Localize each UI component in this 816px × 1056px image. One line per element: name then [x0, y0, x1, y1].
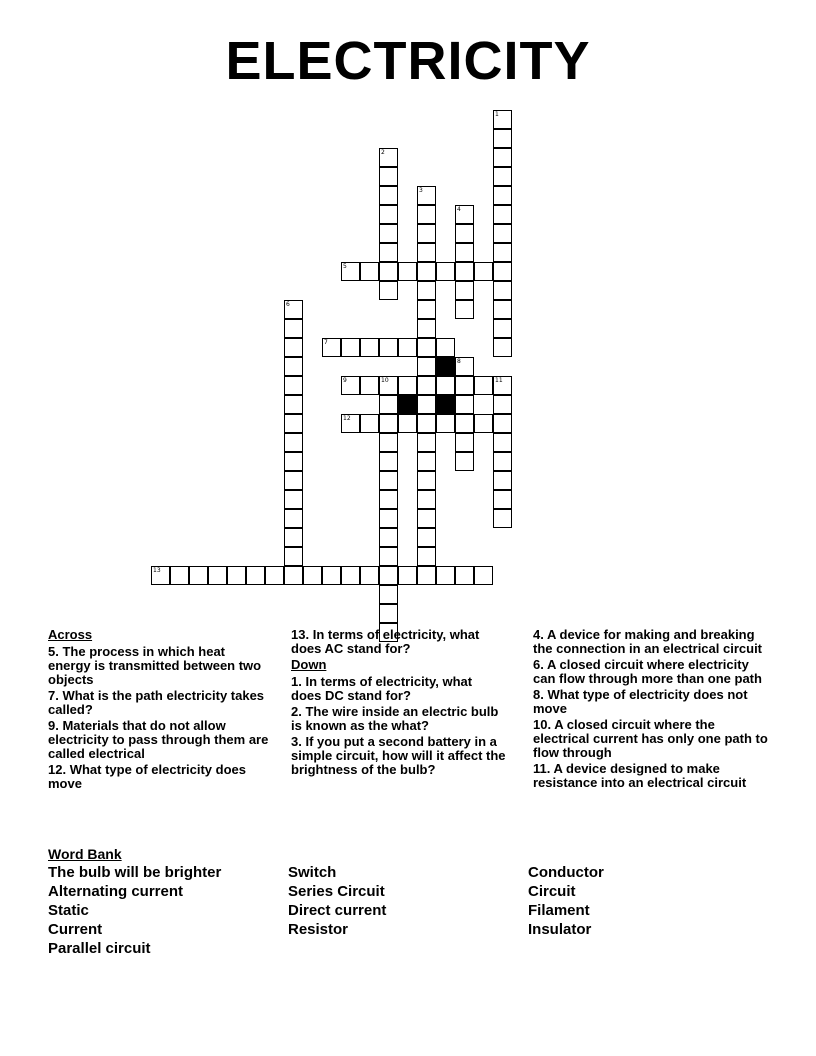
crossword-cell[interactable] [284, 528, 303, 547]
clue-down-2: 2. The wire inside an electric bulb is known as the what? [291, 704, 499, 733]
crossword-cell[interactable] [284, 509, 303, 528]
crossword-cell[interactable] [455, 262, 474, 281]
clue-down-3: 3. If you put a second battery in a simple circuit, how will it affect the brightness of the bulb? [291, 734, 506, 777]
crossword-cell[interactable] [455, 243, 474, 262]
clues-column-2 [291, 628, 506, 779]
crossword-cell[interactable] [379, 585, 398, 604]
crossword-cell[interactable] [455, 395, 474, 414]
crossword-cell[interactable] [417, 490, 436, 509]
word-bank-column-1 [48, 863, 221, 958]
crossword-cell[interactable] [493, 110, 512, 129]
crossword-cell[interactable] [493, 395, 512, 414]
clue-number: 2 [381, 149, 385, 156]
crossword-cell[interactable] [493, 433, 512, 452]
crossword-cell[interactable] [284, 357, 303, 376]
crossword-cell[interactable] [417, 528, 436, 547]
crossword-cell[interactable] [493, 414, 512, 433]
crossword-cell[interactable] [284, 490, 303, 509]
clue-number: 4 [457, 206, 461, 213]
crossword-cell[interactable] [151, 566, 170, 585]
clue-number: 6 [286, 301, 290, 308]
crossword-cell[interactable] [341, 376, 360, 395]
clue-number: 5 [343, 263, 347, 270]
crossword-cell[interactable] [436, 262, 455, 281]
crossword-cell[interactable] [417, 319, 436, 338]
crossword-cell[interactable] [398, 414, 417, 433]
word-bank-column-3 [528, 863, 604, 939]
crossword-cell[interactable] [436, 414, 455, 433]
crossword-cell[interactable] [341, 338, 360, 357]
crossword-cell[interactable] [417, 395, 436, 414]
crossword-cell[interactable] [379, 528, 398, 547]
crossword-cell[interactable] [379, 167, 398, 186]
crossword-cell[interactable] [493, 148, 512, 167]
clue-across-12: 12. What type of electricity does move [48, 762, 246, 791]
clue-down-11: 11. A device designed to make resistance into an electrical circuit [533, 761, 747, 790]
crossword-cell[interactable] [379, 205, 398, 224]
blocked-cell [436, 357, 455, 376]
crossword-cell[interactable] [417, 452, 436, 471]
crossword-cell[interactable] [493, 338, 512, 357]
clues-column-3 [533, 628, 773, 792]
crossword-cell[interactable] [474, 414, 493, 433]
crossword-cell[interactable] [379, 604, 398, 623]
word-bank-item: Conductor [528, 864, 604, 881]
crossword-cell[interactable] [284, 395, 303, 414]
crossword-cell[interactable] [379, 376, 398, 395]
crossword-cell[interactable] [379, 338, 398, 357]
crossword-cell[interactable] [284, 433, 303, 452]
clue-down-4: 4. A device for making and breaking the connection in an electrical circuit [533, 627, 763, 656]
crossword-cell[interactable] [455, 376, 474, 395]
crossword-cell[interactable] [474, 566, 493, 585]
clue-number: 12 [343, 415, 351, 422]
crossword-cell[interactable] [417, 186, 436, 205]
crossword-cell[interactable] [379, 490, 398, 509]
crossword-cell[interactable] [322, 566, 341, 585]
crossword-cell[interactable] [379, 452, 398, 471]
crossword-cell[interactable] [493, 319, 512, 338]
crossword-cell[interactable] [227, 566, 246, 585]
crossword-cell[interactable] [189, 566, 208, 585]
crossword-cell[interactable] [303, 566, 322, 585]
crossword-cell[interactable] [284, 319, 303, 338]
down-heading: Down [291, 657, 327, 672]
crossword-cell[interactable] [398, 566, 417, 585]
clue-number: 7 [324, 339, 328, 346]
word-bank-heading: Word Bank [48, 846, 122, 862]
clue-number: 11 [495, 377, 503, 384]
blocked-cell [398, 395, 417, 414]
crossword-cell[interactable] [493, 490, 512, 509]
clue-across-5: 5. The process in which heat energy is transmitted between two objects [48, 644, 262, 687]
clue-number: 1 [495, 111, 499, 118]
crossword-cell[interactable] [493, 471, 512, 490]
crossword-cell[interactable] [284, 300, 303, 319]
clue-down-8: 8. What type of electricity does not move [533, 687, 748, 716]
crossword-cell[interactable] [436, 338, 455, 357]
crossword-cell[interactable] [455, 414, 474, 433]
crossword-cell[interactable] [379, 186, 398, 205]
crossword-cell[interactable] [379, 224, 398, 243]
crossword-cell[interactable] [455, 224, 474, 243]
word-bank-item: Resistor [288, 921, 349, 938]
word-bank-item: Switch [288, 864, 337, 881]
crossword-cell[interactable] [417, 376, 436, 395]
crossword-cell[interactable] [455, 300, 474, 319]
crossword-cell[interactable] [341, 262, 360, 281]
word-bank-item: Filament [528, 902, 590, 919]
crossword-cell[interactable] [379, 148, 398, 167]
word-bank-column-2 [288, 863, 386, 939]
clue-down-6: 6. A closed circuit where electricity can flow through more than one path [533, 657, 762, 686]
crossword-cell[interactable] [493, 262, 512, 281]
crossword-cell[interactable] [379, 547, 398, 566]
crossword-cell[interactable] [398, 262, 417, 281]
crossword-cell[interactable] [474, 262, 493, 281]
clue-number: 9 [343, 377, 347, 384]
word-bank-item: Parallel circuit [48, 940, 151, 957]
crossword-cell[interactable] [284, 452, 303, 471]
crossword-cell[interactable] [322, 338, 341, 357]
word-bank-item: Direct current [288, 902, 387, 919]
crossword-cell[interactable] [379, 262, 398, 281]
crossword-cell[interactable] [455, 205, 474, 224]
crossword-cell[interactable] [493, 167, 512, 186]
crossword-cell[interactable] [360, 376, 379, 395]
crossword-cell[interactable] [436, 376, 455, 395]
crossword-cell[interactable] [436, 566, 455, 585]
crossword-cell[interactable] [417, 224, 436, 243]
blocked-cell [436, 395, 455, 414]
crossword-cell[interactable] [455, 281, 474, 300]
crossword-cell[interactable] [417, 433, 436, 452]
crossword-cell[interactable] [379, 243, 398, 262]
crossword-cell[interactable] [493, 281, 512, 300]
crossword-cell[interactable] [360, 262, 379, 281]
crossword-cell[interactable] [265, 566, 284, 585]
crossword-cell[interactable] [379, 566, 398, 585]
clue-across-7: 7. What is the path electricity takes called? [48, 688, 265, 717]
crossword-cell[interactable] [417, 338, 436, 357]
crossword-cell[interactable] [208, 566, 227, 585]
clue-number: 8 [457, 358, 461, 365]
crossword-cell[interactable] [284, 547, 303, 566]
crossword-cell[interactable] [417, 471, 436, 490]
word-bank-item: The bulb will be brighter [48, 864, 222, 881]
crossword-cell[interactable] [455, 357, 474, 376]
clue-number: 3 [419, 187, 423, 194]
page-title: ELECTRICITY [225, 31, 591, 91]
crossword-cell[interactable] [493, 509, 512, 528]
crossword-cell[interactable] [360, 414, 379, 433]
crossword-cell[interactable] [455, 566, 474, 585]
crossword-cell[interactable] [398, 338, 417, 357]
crossword-cell[interactable] [417, 300, 436, 319]
crossword-cell[interactable] [417, 262, 436, 281]
crossword-cell[interactable] [455, 452, 474, 471]
crossword-cell[interactable] [417, 281, 436, 300]
crossword-cell[interactable] [379, 471, 398, 490]
crossword-cell[interactable] [417, 566, 436, 585]
crossword-cell[interactable] [360, 338, 379, 357]
clue-across-9: 9. Materials that do not allow electricity to pass through them are called electrical [48, 718, 269, 761]
crossword-cell[interactable] [379, 395, 398, 414]
word-bank-item: Alternating current [48, 883, 184, 900]
crossword-cell[interactable] [417, 414, 436, 433]
crossword-cell[interactable] [341, 414, 360, 433]
crossword-cell[interactable] [493, 243, 512, 262]
crossword-cell[interactable] [379, 414, 398, 433]
crossword-cell[interactable] [417, 509, 436, 528]
crossword-cell[interactable] [493, 376, 512, 395]
crossword-cell[interactable] [379, 509, 398, 528]
clue-number: 13 [153, 567, 161, 574]
across-heading: Across [48, 627, 93, 642]
clue-down-10: 10. A closed circuit where the electrical current has only one path to flow through [533, 717, 768, 760]
crossword-cell[interactable] [493, 129, 512, 148]
crossword-cell[interactable] [379, 433, 398, 452]
crossword-cell[interactable] [493, 300, 512, 319]
crossword-cell[interactable] [474, 376, 493, 395]
crossword-cell[interactable] [284, 338, 303, 357]
word-bank-item: Static [48, 902, 89, 919]
crossword-cell[interactable] [170, 566, 189, 585]
crossword-cell[interactable] [493, 186, 512, 205]
clue-number: 10 [381, 377, 389, 384]
crossword-cell[interactable] [360, 566, 379, 585]
word-bank-item: Series Circuit [288, 883, 385, 900]
crossword-cell[interactable] [284, 471, 303, 490]
crossword-cell[interactable] [455, 433, 474, 452]
crossword-cell[interactable] [284, 566, 303, 585]
crossword-cell[interactable] [379, 281, 398, 300]
clue-across-13: 13. In terms of electricity, what does AC stand for? [291, 627, 480, 656]
word-bank-item: Insulator [528, 921, 592, 938]
crossword-cell[interactable] [417, 547, 436, 566]
crossword-cell[interactable] [417, 243, 436, 262]
crossword-cell[interactable] [417, 357, 436, 376]
word-bank-item: Circuit [528, 883, 576, 900]
crossword-cell[interactable] [284, 414, 303, 433]
crossword-cell[interactable] [341, 566, 360, 585]
crossword-cell[interactable] [493, 205, 512, 224]
crossword-cell[interactable] [398, 376, 417, 395]
word-bank-item: Current [48, 921, 103, 938]
clue-down-1: 1. In terms of electricity, what does DC stand for? [291, 674, 473, 703]
clues-column-1 [48, 628, 270, 793]
crossword-cell[interactable] [246, 566, 265, 585]
crossword-cell[interactable] [417, 205, 436, 224]
crossword-cell[interactable] [493, 224, 512, 243]
crossword-cell[interactable] [284, 376, 303, 395]
crossword-cell[interactable] [493, 452, 512, 471]
